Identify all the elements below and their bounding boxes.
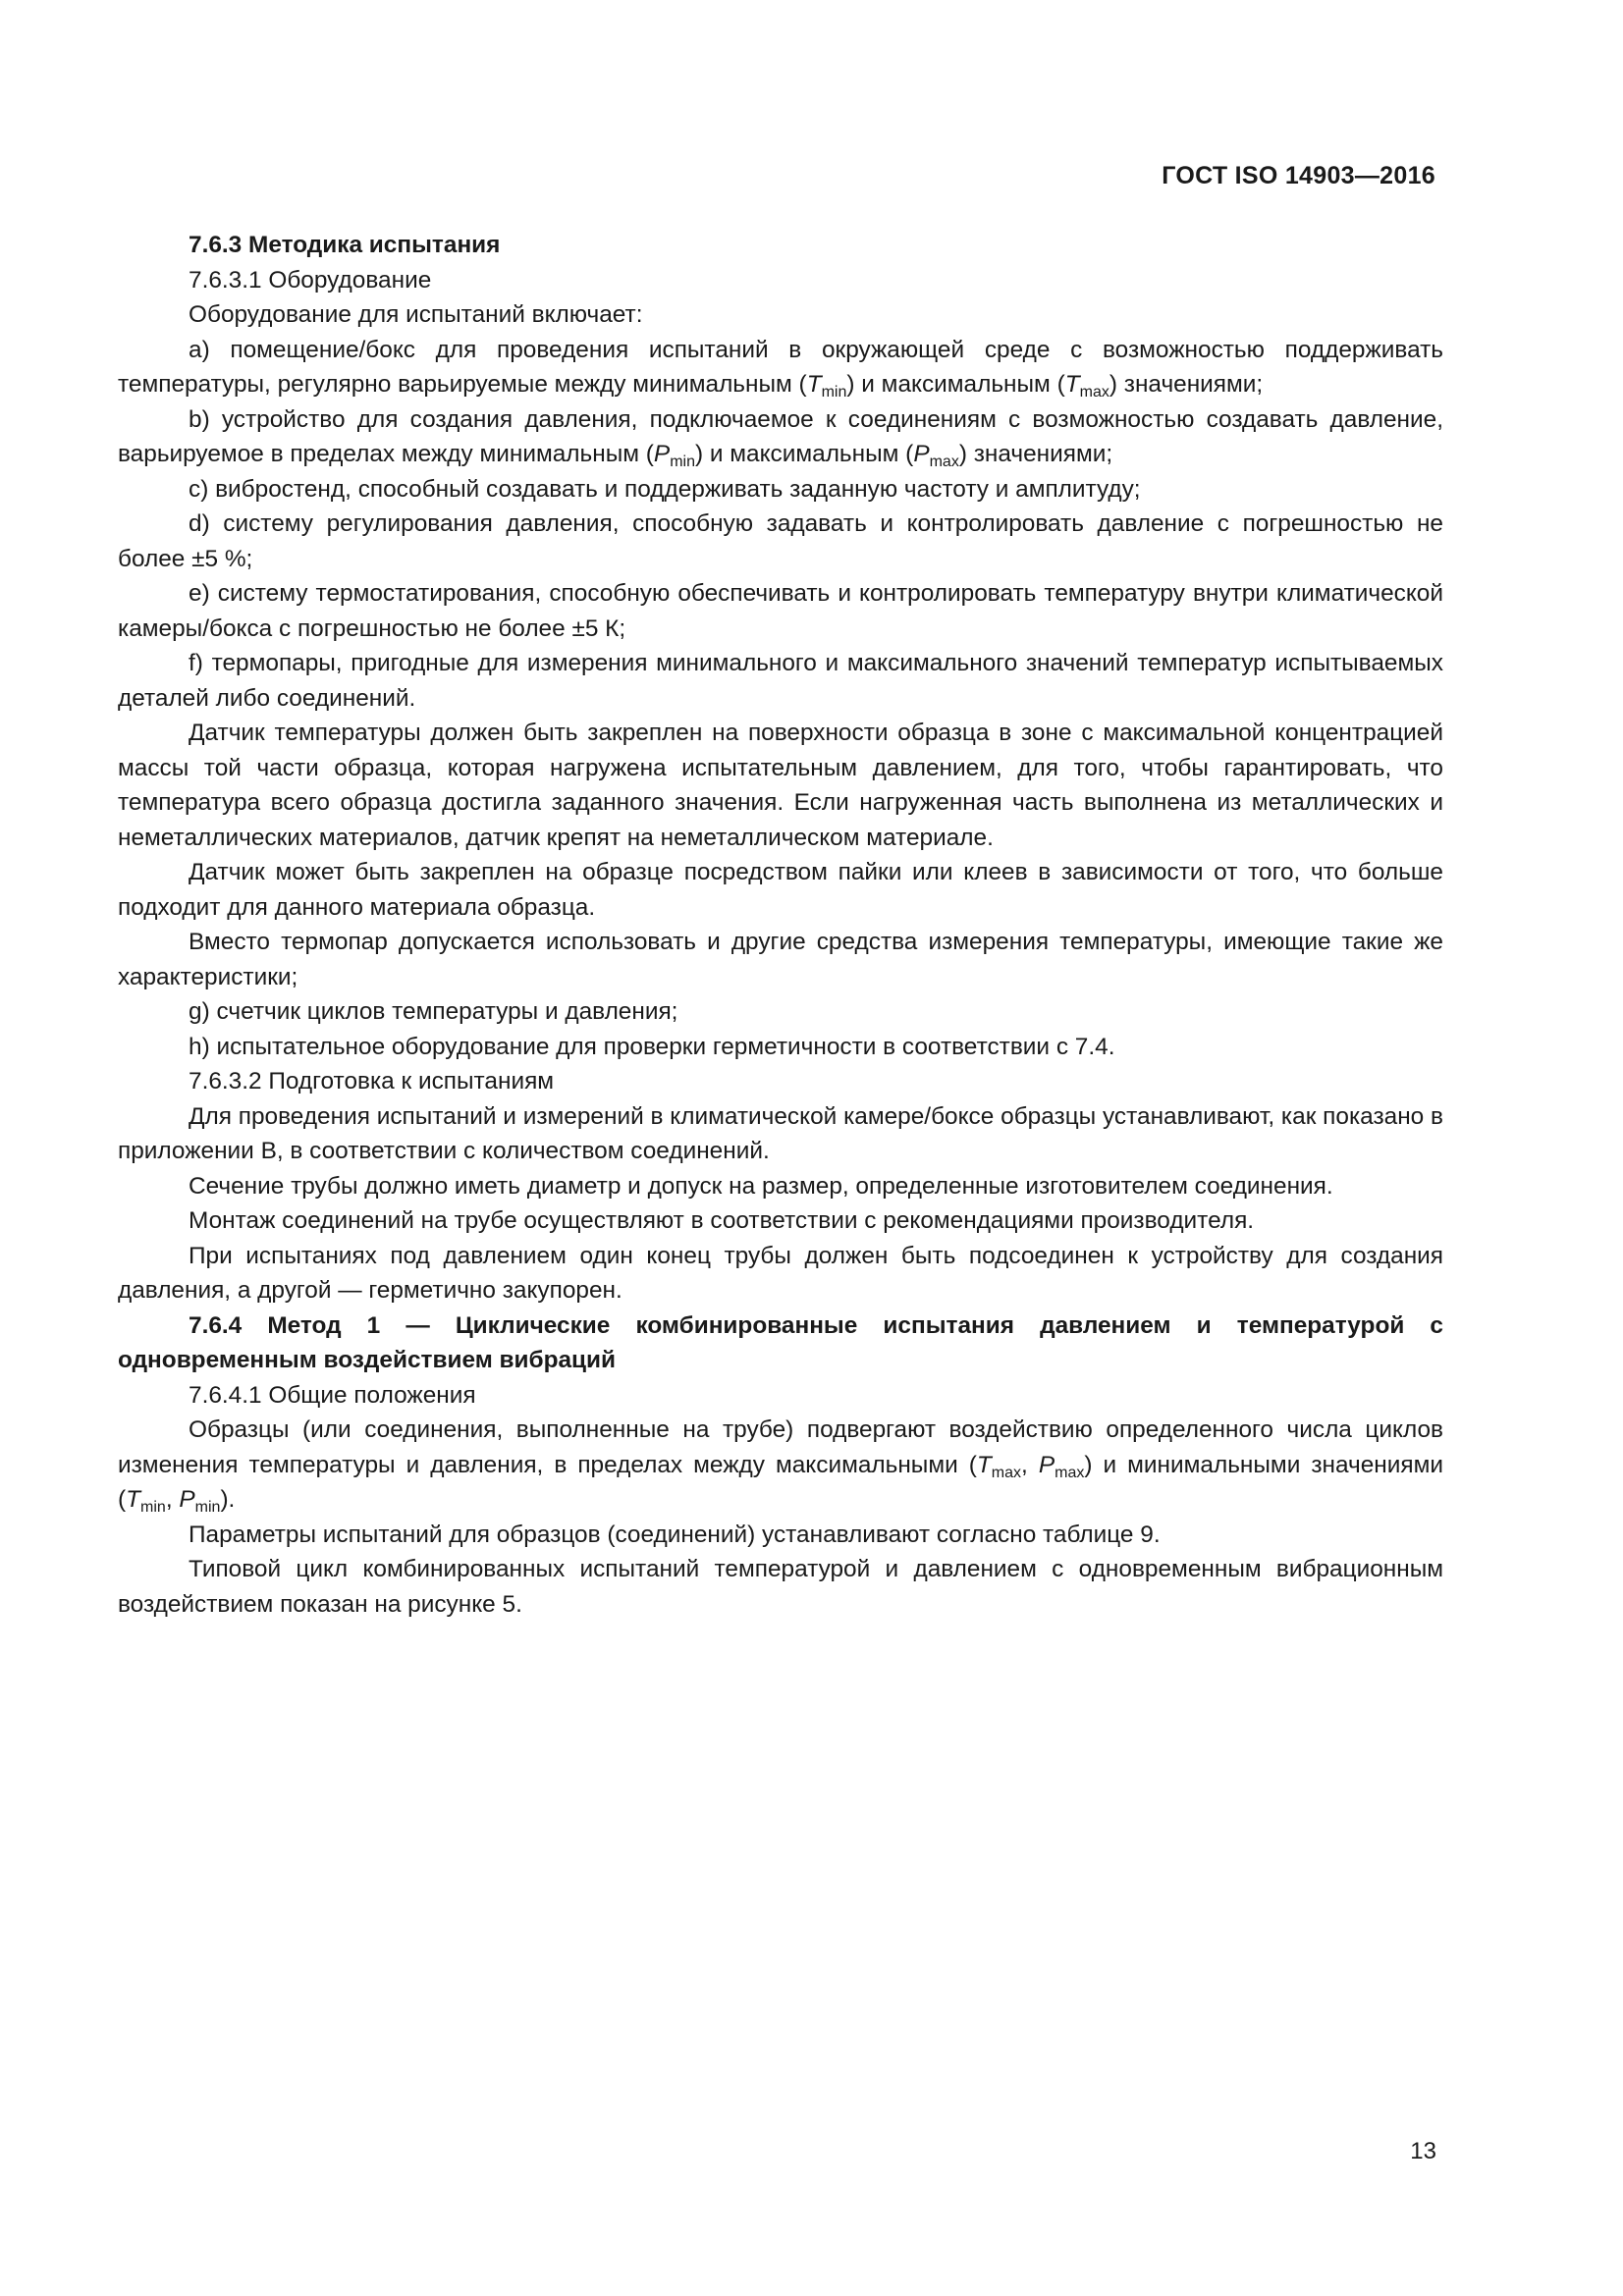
equipment-intro: Оборудование для испытаний включает: (189, 301, 643, 328)
list-item-a: a) помещение/бокс для проведения испытаний в окружающей среде с возможностью поддерживать температуры, регулярно варьируемые между минимальным $(T_{min})$ и максимальным $(T_{max})$ значениями; (118, 336, 1443, 400)
list-item-h: h) испытательное оборудование для проверки герметичности в соответствии с 7.4. (189, 1033, 1115, 1060)
preparation-paragraph-4: При испытаниях под давлением один конец трубы должен быть подсоединен к устройству для создания давления, а другой — герметично закупорен. (118, 1242, 1443, 1304)
section-heading-7-6-3: 7.6.3 Методика испытания (189, 232, 501, 258)
page-body (118, 228, 1443, 1622)
list-item-d: d) систему регулирования давления, способную задавать и контролировать давление с погрешностью не более ±5 %; (118, 510, 1443, 572)
general-paragraph-1: Образцы (или соединения, выполненные на трубе) подвергают воздействию определенного числа циклов изменения температуры и давления, в пределах между максимальными ($T_{max}$, $P_{max}$) и минимальными значениями ($T_{min}$, $P_{min}$). (118, 1416, 1443, 1516)
list-item-e: e) систему термостатирования, способную обеспечивать и контролировать температуру внутри климатической камеры/бокса с погрешностью не более ±5 К; (118, 580, 1443, 642)
sensor-paragraph-2: Датчик может быть закреплен на образце посредством пайки или клеев в зависимости от того, что больше подходит для данного материала образца. (118, 859, 1443, 921)
preparation-paragraph-1: Для проведения испытаний и измерений в климатической камере/боксе образцы устанавливают, как показано в приложении В, в соответствии с количеством соединений. (118, 1102, 1443, 1164)
list-item-c: c) вибростенд, способный создавать и поддерживать заданную частоту и амплитуду; (189, 475, 1141, 503)
section-heading-7-6-4: 7.6.4 Метод 1 — Циклические комбинированные испытания давлением и температурой с одновременным воздействием вибраций (118, 1311, 1443, 1373)
list-item-g: g) счетчик циклов температуры и давления; (189, 998, 678, 1025)
general-paragraph-2: Параметры испытаний для образцов (соединений) устанавливают согласно таблице 9. (189, 1521, 1161, 1548)
list-item-b: b) устройство для создания давления, подключаемое к соединениям с возможностью создавать давление, варьируемое в пределах между минимальным $(P_{min})$ и максимальным $(P_{max})$ значениями; (118, 405, 1443, 470)
page-number: 13 (1410, 2138, 1436, 2164)
list-item-f: f) термопары, пригодные для измерения минимального и максимального значений температур испытываемых деталей либо соединений. (118, 650, 1443, 712)
subsection-7-6-4-1: 7.6.4.1 Общие положения (189, 1381, 476, 1409)
preparation-paragraph-3: Монтаж соединений на трубе осуществляют в соответствии с рекомендациями производителя. (189, 1207, 1255, 1234)
subsection-7-6-3-1: 7.6.3.1 Оборудование (189, 266, 432, 294)
sensor-paragraph-1: Датчик температуры должен быть закреплен на поверхности образца в зоне с максимальной концентрацией массы той части образца, которая нагружена испытательным давлением, для того, чтобы гарантировать, что температура всего образца достигла заданного значения. Если нагруженная часть выполнена из металлических и неметаллических материалов, датчик крепят на неметаллическом материале. (118, 720, 1443, 851)
subsection-7-6-3-2: 7.6.3.2 Подготовка к испытаниям (189, 1068, 555, 1095)
preparation-paragraph-2: Сечение трубы должно иметь диаметр и допуск на размер, определенные изготовителем соединения. (189, 1172, 1333, 1200)
sensor-paragraph-3: Вместо термопар допускается использовать и другие средства измерения температуры, имеющие такие же характеристики; (118, 929, 1443, 990)
general-paragraph-3: Типовой цикл комбинированных испытаний температурой и давлением с одновременным вибрационным воздействием показан на рисунке 5. (118, 1556, 1443, 1618)
document-header: ГОСТ ISO 14903—2016 (1162, 162, 1435, 189)
